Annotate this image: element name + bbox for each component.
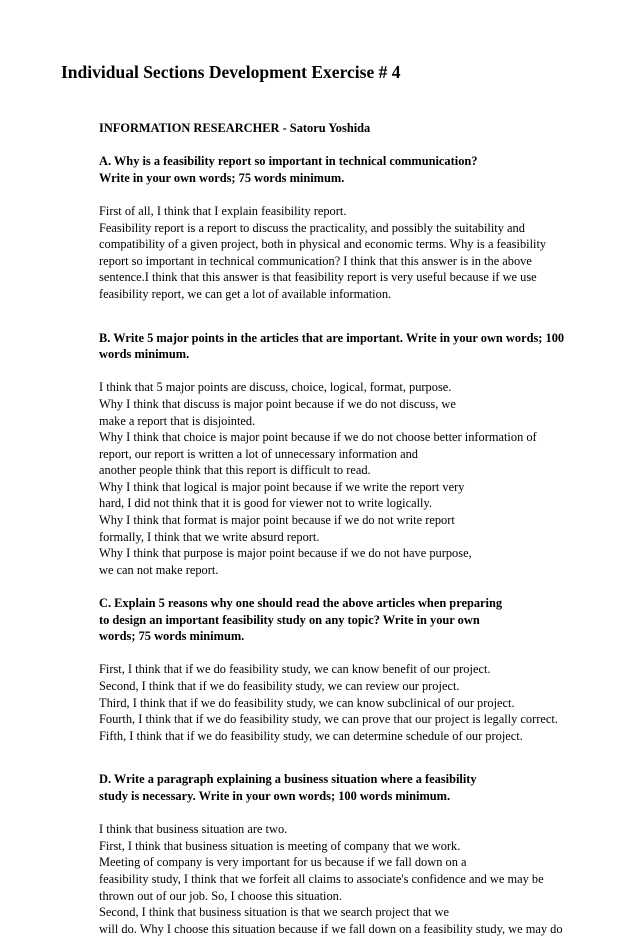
document-body	[99, 120, 619, 937]
heading-line: A. Why is a feasibility report so important in technical communication?	[99, 154, 478, 169]
body-line: Second, I think that business situation is that we search project that we	[99, 905, 449, 920]
heading-line: C. Explain 5 reasons why one should read the above articles when preparing	[99, 596, 503, 611]
heading-line: D. Write a paragraph explaining a business situation where a feasibility	[99, 772, 477, 787]
heading-line: B. Write 5 major points in the articles that are important. Write in your own words; 100	[99, 330, 565, 345]
section-d	[99, 771, 619, 937]
body-line: sentence.I think that this answer is that feasibility report is very useful because if we use	[99, 270, 537, 285]
section-c-body	[99, 661, 619, 744]
body-line: report, our report is written a lot of unnecessary information and	[99, 446, 418, 461]
heading-line: Write in your own words; 75 words minimum.	[99, 170, 345, 185]
body-line: First, I think that if we do feasibility study, we can know benefit of our project.	[99, 662, 491, 677]
section-a-heading	[99, 153, 619, 186]
section-b	[99, 330, 619, 579]
body-line: will do. Why I choose this situation because if we fall down on a feasibility study, we may do	[99, 921, 563, 936]
body-line: thrown out of our job. So, I choose this situation.	[99, 888, 342, 903]
body-line: Why I think that format is major point because if we do not write report	[99, 513, 455, 528]
researcher-line: INFORMATION RESEARCHER - Satoru Yoshida	[99, 121, 371, 135]
body-line: Why I think that choice is major point because if we do not choose better information of	[99, 430, 537, 445]
section-c	[99, 595, 619, 744]
body-line: Feasibility report is a report to discuss the practicality, and possibly the suitability and	[99, 220, 525, 235]
heading-line: to design an important feasibility study on any topic? Write in your own	[99, 612, 480, 627]
body-line: Second, I think that if we do feasibility study, we can review our project.	[99, 679, 460, 693]
body-line: Third, I think that if we do feasibility study, we can know subclinical of our project.	[99, 695, 515, 710]
section-b-body	[99, 379, 619, 578]
body-line: First of all, I think that I explain feasibility report.	[99, 203, 347, 218]
page-title: Individual Sections Development Exercise # 4	[61, 62, 401, 82]
heading-line: words; 75 words minimum.	[99, 629, 245, 644]
body-line: make a report that is disjointed.	[99, 413, 256, 428]
body-line: Why I think that discuss is major point because if we do not discuss, we	[99, 396, 456, 411]
body-line: First, I think that business situation is meeting of company that we work.	[99, 838, 461, 853]
body-line: another people think that this report is difficult to read.	[99, 463, 371, 478]
section-a-body	[99, 203, 619, 303]
heading-line: words minimum.	[99, 347, 190, 362]
section-a	[99, 153, 619, 302]
section-d-heading	[99, 771, 619, 804]
body-line: I think that 5 major points are discuss, choice, logical, format, purpose.	[99, 380, 452, 395]
body-line: Meeting of company is very important for us because if we fall down on a	[99, 855, 467, 870]
heading-line: study is necessary. Write in your own words; 100 words minimum.	[99, 788, 451, 803]
body-line: we can not make report.	[99, 562, 219, 577]
body-line: Fourth, I think that if we do feasibility study, we can prove that our project is legally correct.	[99, 712, 558, 727]
body-line: Fifth, I think that if we do feasibility study, we can determine schedule of our project.	[99, 728, 523, 743]
body-line: Why I think that logical is major point because if we write the report very	[99, 479, 465, 494]
body-line: report so important in technical communication? I think that this answer is in the above	[99, 253, 532, 268]
body-line: compatibility of a given project, both in physical and economic terms. Why is a feasibility	[99, 237, 547, 252]
section-b-heading	[99, 330, 619, 363]
body-line: feasibility study, I think that we forfeit all claims to associate's confidence and we may be	[99, 871, 544, 886]
body-line: feasibility report, we can get a lot of available information.	[99, 286, 392, 301]
section-c-heading	[99, 595, 619, 645]
section-d-body	[99, 821, 619, 937]
body-line: hard, I did not think that it is good for viewer not to write logically.	[99, 496, 432, 511]
body-line: Why I think that purpose is major point because if we do not have purpose,	[99, 546, 472, 561]
body-line: formally, I think that we write absurd report.	[99, 529, 320, 544]
body-line: I think that business situation are two.	[99, 822, 288, 837]
